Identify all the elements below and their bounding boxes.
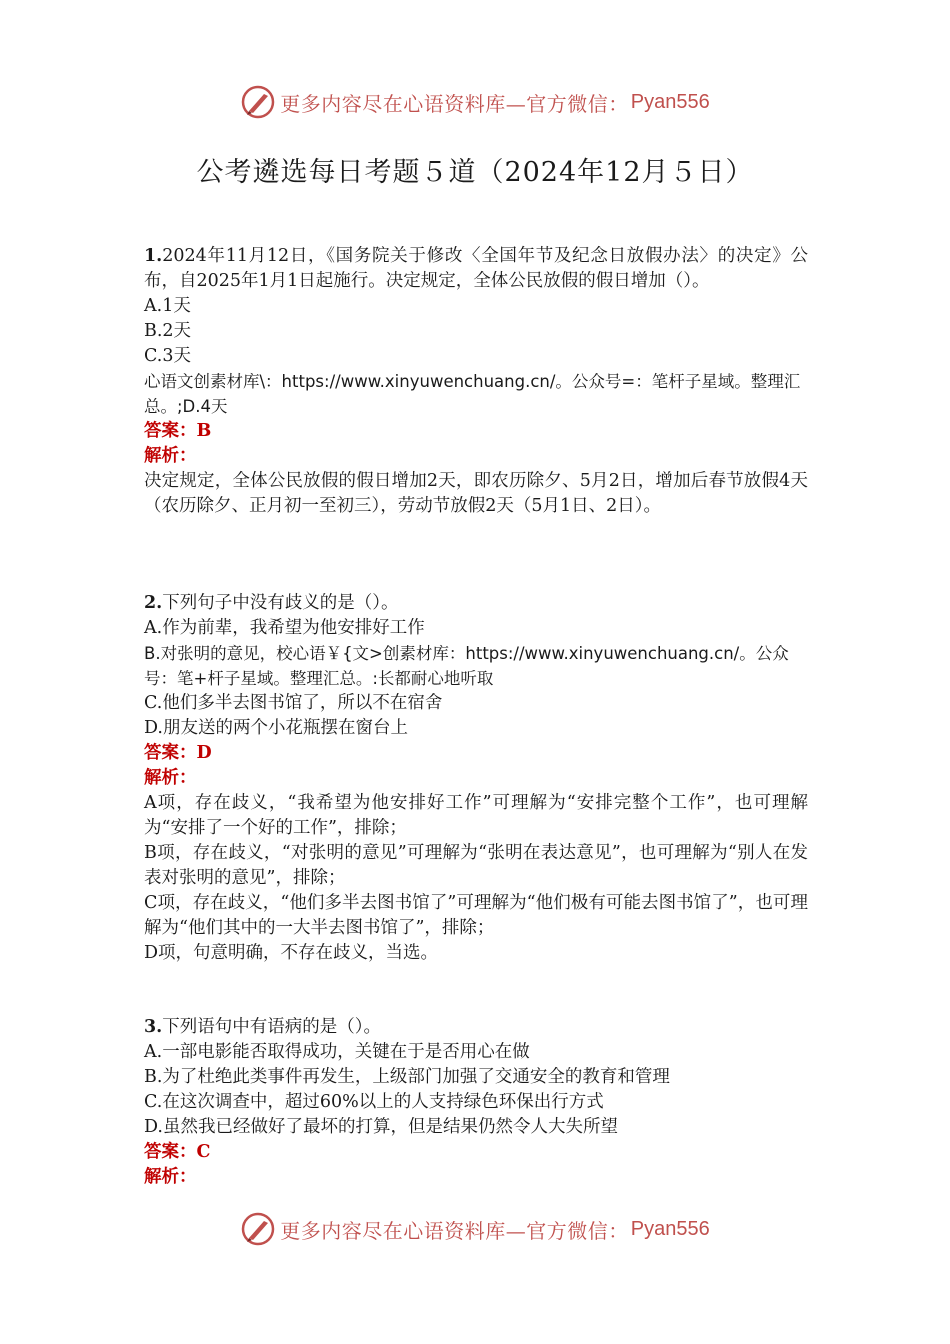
answer-value: D	[196, 743, 212, 763]
analysis-text: 决定规定，全体公民放假的假日增加2天，即农历除夕、5月2日，增加后春节放假4天（农历除夕、正月初一至初三），劳动节放假2天（5月1日、2日）。	[144, 471, 808, 516]
banner-text: 更多内容尽在心语资料库—官方微信：	[280, 91, 629, 116]
analysis-b: B项，存在歧义，“对张明的意见”可理解为“张明在表达意见”，也可理解为“别人在发表对张明的意见”，排除；	[144, 843, 808, 888]
question-3	[144, 1015, 808, 1190]
option-d: D.虽然我已经做好了最坏的打算，但是结果仍然令人大失所望	[144, 1117, 618, 1137]
option-c: C.他们多半去图书馆了，所以不在宿舍	[144, 693, 443, 713]
question-1	[144, 244, 808, 519]
question-stem	[144, 1015, 808, 1040]
analysis-label: 解析：	[144, 446, 197, 466]
option-d-watermark: 心语文创素材库\：https://www.xinyuwenchuang.cn/。公众号=：笔杆子星域。整理汇总。;D.4天	[144, 372, 801, 416]
answer-line	[144, 1140, 808, 1165]
question-text: 下列语句中有语病的是（）。	[162, 1017, 382, 1037]
question-text: 2024年11月12日，《国务院关于修改〈全国年节及纪念日放假办法〉的决定》公布，自2025年1月1日起施行。决定规定，全体公民放假的假日增加（）。	[144, 246, 808, 291]
option-b-watermark: B.对张明的意见，校心语￥{文>创素材库：https://www.xinyuwenchuang.cn/。公众号：笔+杆子星域。整理汇总。:长都耐心地听取	[144, 644, 789, 688]
question-2	[144, 591, 808, 966]
answer-label: 答案：	[144, 743, 197, 763]
banner-wechat-id: Pyan556	[630, 1217, 710, 1240]
question-number: 3.	[144, 1017, 163, 1037]
pen-logo-icon	[240, 84, 276, 120]
question-stem	[144, 591, 808, 616]
option-c: C.在这次调查中，超过60%以上的人支持绿色环保出行方式	[144, 1092, 604, 1112]
question-number: 2.	[144, 593, 163, 613]
header-banner	[0, 82, 950, 122]
option-b: B.为了杜绝此类事件再发生，上级部门加强了交通安全的教育和管理	[144, 1067, 670, 1087]
page-title: 公考遴选每日考题５道（2024年12月５日）	[196, 157, 754, 188]
option-b: B.2天	[144, 321, 192, 341]
option-c: C.3天	[144, 346, 191, 366]
answer-value: B	[196, 421, 212, 441]
option-d: D.朋友送的两个小花瓶摆在窗台上	[144, 718, 408, 738]
analysis-label: 解析：	[144, 1167, 197, 1187]
question-stem	[144, 244, 808, 294]
option-a: A.一部电影能否取得成功，关键在于是否用心在做	[144, 1042, 530, 1062]
pen-logo-icon	[240, 1211, 276, 1247]
question-number: 1.	[144, 246, 163, 266]
answer-line	[144, 741, 808, 766]
question-text: 下列句子中没有歧义的是（）。	[162, 593, 399, 613]
option-a: A.1天	[144, 296, 191, 316]
analysis-label: 解析：	[144, 768, 197, 788]
answer-value: C	[196, 1142, 211, 1162]
banner-wechat-id: Pyan556	[630, 90, 710, 113]
analysis-d: D项，句意明确，不存在歧义，当选。	[144, 943, 439, 963]
footer-banner	[0, 1209, 950, 1249]
answer-label: 答案：	[144, 1142, 197, 1162]
analysis-a: A项，存在歧义，“我希望为他安排好工作”可理解为“安排完整个工作”，也可理解为“安排了一个好的工作”，排除；	[144, 793, 808, 838]
answer-label: 答案：	[144, 421, 197, 441]
banner-text: 更多内容尽在心语资料库—官方微信：	[280, 1218, 629, 1243]
option-a: A.作为前辈，我希望为他安排好工作	[144, 618, 425, 638]
analysis-c: C项，存在歧义，“他们多半去图书馆了”可理解为“他们极有可能去图书馆了”，也可理解为“他们其中的一大半去图书馆了”，排除；	[144, 893, 808, 938]
answer-line	[144, 419, 808, 444]
